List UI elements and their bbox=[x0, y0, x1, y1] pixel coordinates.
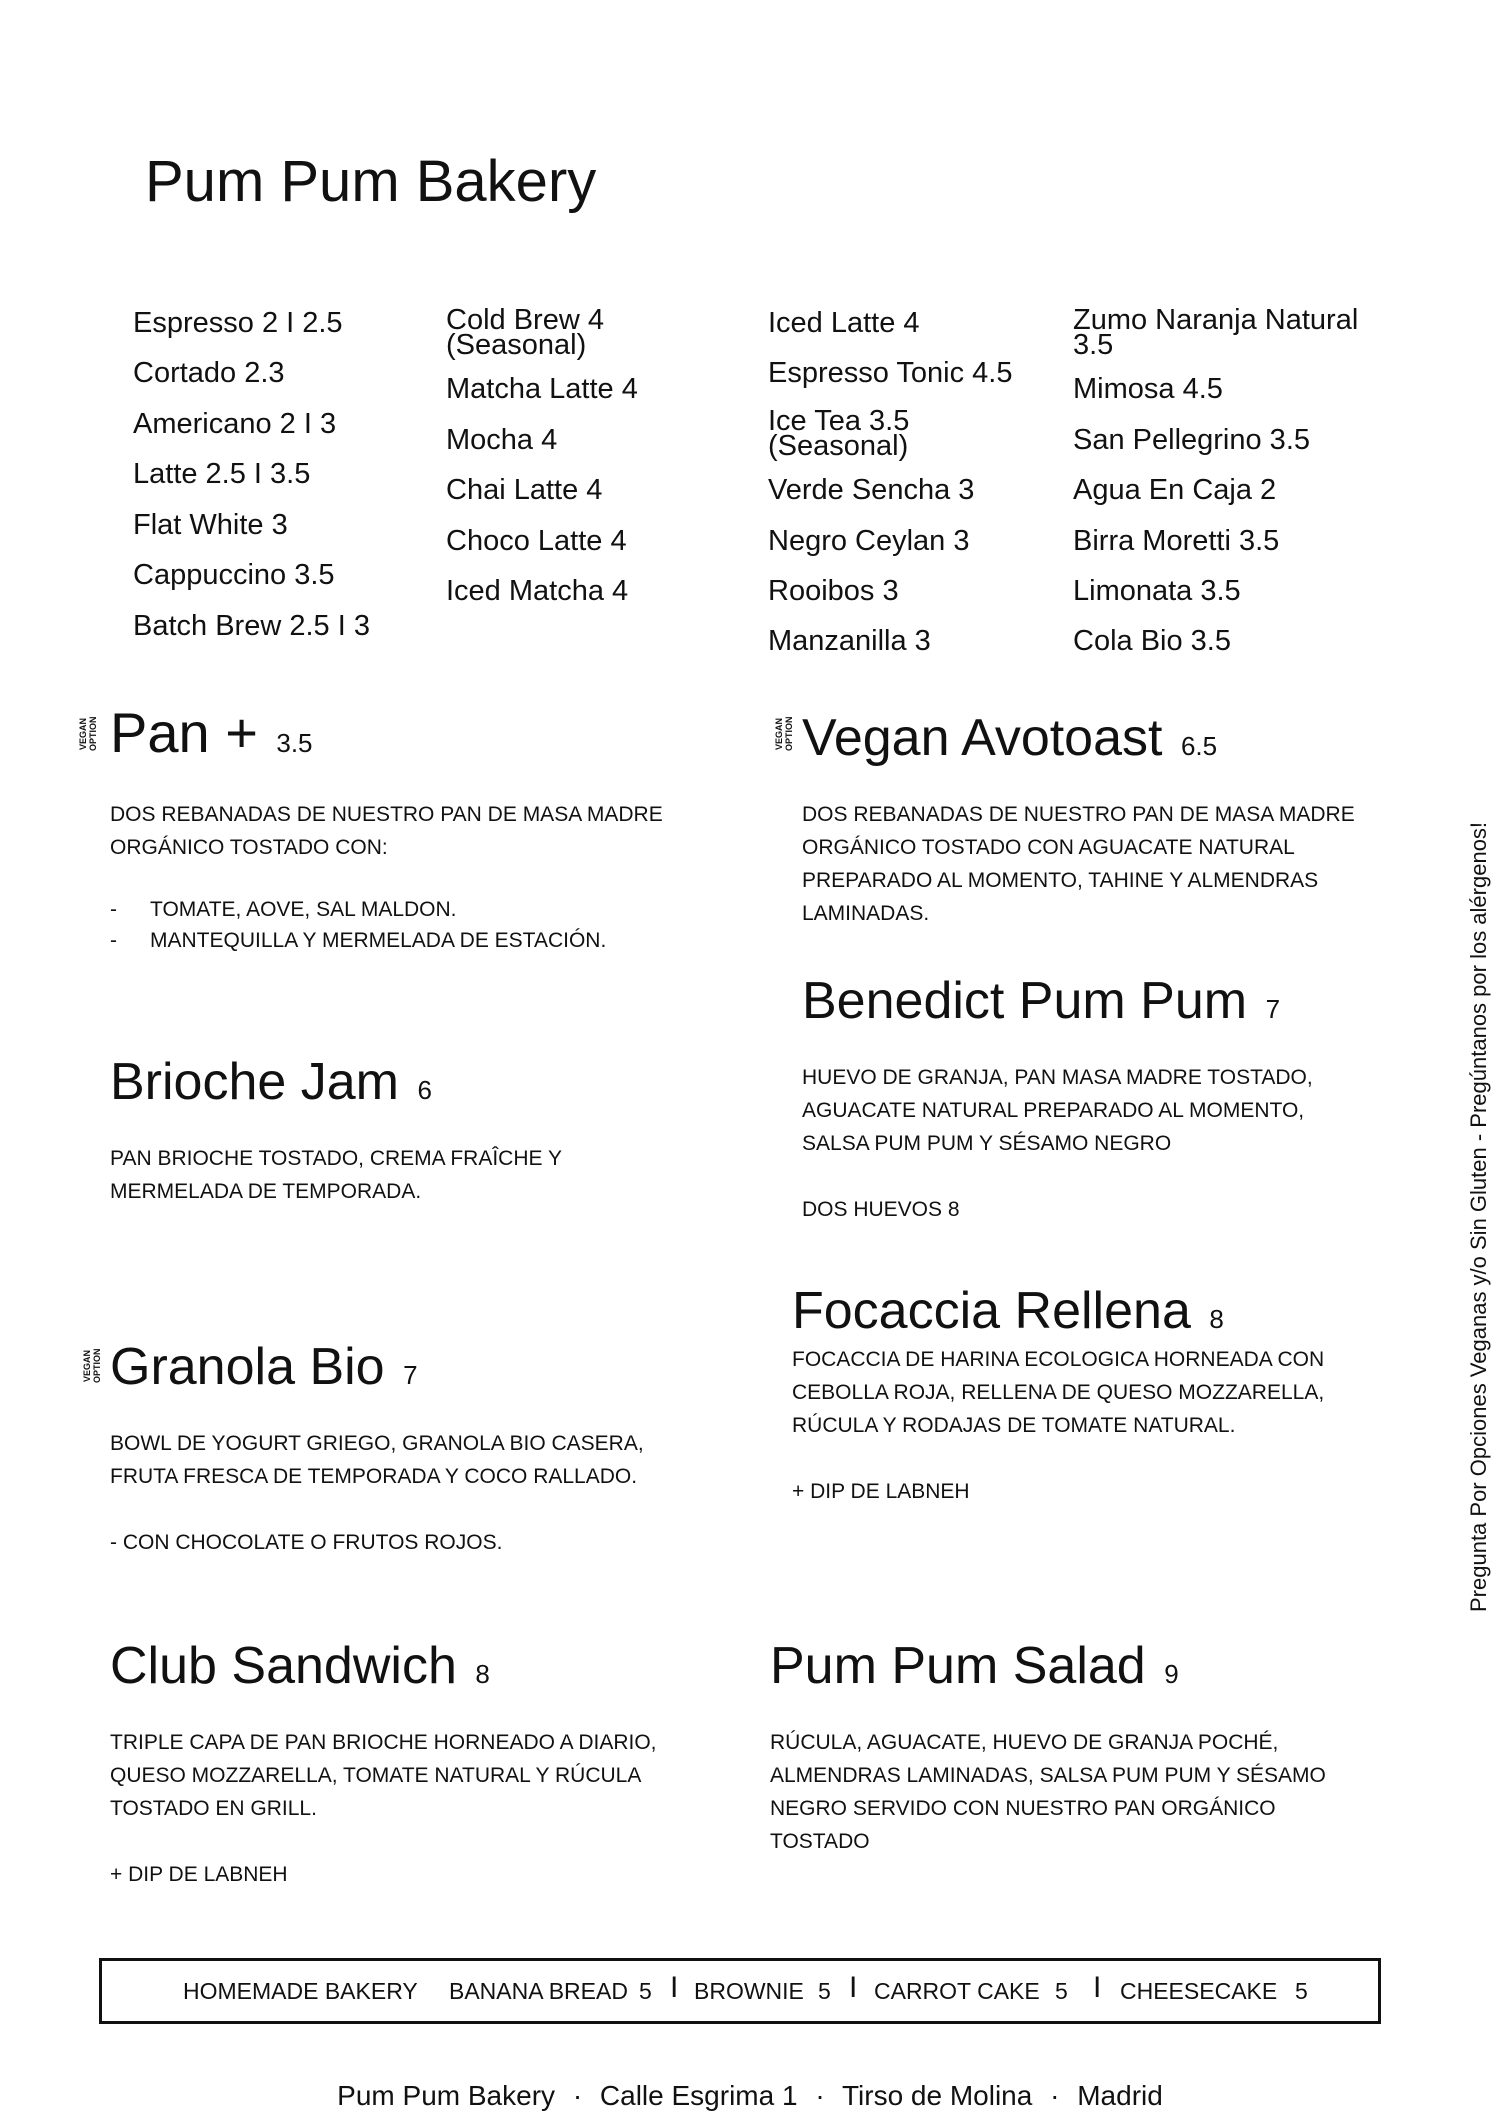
bullet-text: TOMATE, AOVE, SAL MALDON. bbox=[150, 898, 457, 921]
dish-price: 6.5 bbox=[1180, 731, 1218, 761]
dish-name: Pan + bbox=[110, 701, 258, 764]
drinks-column-tea bbox=[768, 308, 1048, 677]
footer-dot: · bbox=[815, 2080, 825, 2111]
dish-description bbox=[802, 1061, 1313, 1226]
bakery-label: HOMEMADE BAKERY bbox=[183, 1977, 418, 2004]
description-line: MERMELADA DE TEMPORADA. bbox=[110, 1180, 422, 1203]
drink-item: Espresso Tonic 4.5 bbox=[768, 357, 1013, 390]
drink-item: Cold Brew 4 (Seasonal) bbox=[446, 304, 604, 361]
bakery-item-name: BROWNIE bbox=[694, 1977, 804, 2004]
drink-item: Matcha Latte 4 bbox=[446, 373, 638, 406]
page-title: Pum Pum Bakery bbox=[145, 149, 597, 214]
drink-item: Negro Ceylan 3 bbox=[768, 524, 970, 557]
drink-item: Americano 2 I 3 bbox=[133, 407, 337, 440]
drink-item: Zumo Naranja Natural 3.5 bbox=[1073, 304, 1359, 361]
dish-name: Club Sandwich bbox=[110, 1637, 457, 1695]
dish-description bbox=[110, 1726, 657, 1891]
drink-item: Choco Latte 4 bbox=[446, 524, 627, 557]
drinks-column-cold bbox=[1073, 304, 1393, 677]
description-line: FRUTA FRESCA DE TEMPORADA Y COCO RALLADO. bbox=[110, 1465, 638, 1488]
footer-part: Pum Pum Bakery bbox=[337, 2080, 556, 2111]
homemade-bakery-box bbox=[99, 1958, 1381, 2024]
description-line: RÚCULA Y RODAJAS DE TOMATE NATURAL. bbox=[792, 1414, 1236, 1437]
bakery-item-price: 5 bbox=[1055, 1977, 1068, 2004]
dish-name: Granola Bio bbox=[110, 1338, 385, 1396]
dish-name: Pum Pum Salad bbox=[770, 1637, 1146, 1695]
dish-price: 8 bbox=[475, 1659, 490, 1689]
footer-address bbox=[0, 2080, 1500, 2112]
drink-item: Batch Brew 2.5 I 3 bbox=[133, 609, 370, 642]
description-line: RÚCULA, AGUACATE, HUEVO DE GRANJA POCHÉ, bbox=[770, 1731, 1279, 1754]
dish-pan bbox=[110, 701, 313, 764]
bakery-item-name: CARROT CAKE bbox=[874, 1977, 1040, 2004]
drink-item: Cappuccino 3.5 bbox=[133, 559, 335, 592]
drink-item: Manzanilla 3 bbox=[768, 625, 931, 658]
description-line: ALMENDRAS LAMINADAS, SALSA PUM PUM Y SÉSAMO bbox=[770, 1764, 1326, 1787]
dish-brioche bbox=[110, 1053, 432, 1111]
bakery-item-name: BANANA BREAD bbox=[449, 1977, 628, 2004]
dish-price: 9 bbox=[1164, 1659, 1179, 1689]
dish-name: Vegan Avotoast bbox=[802, 709, 1163, 767]
dish-name: Benedict Pum Pum bbox=[802, 972, 1248, 1030]
description-line: TRIPLE CAPA DE PAN BRIOCHE HORNEADO A DIARIO, bbox=[110, 1731, 657, 1754]
description-extra: DOS HUEVOS 8 bbox=[802, 1198, 960, 1221]
drink-item: Flat White 3 bbox=[133, 508, 288, 541]
description-line: PREPARADO AL MOMENTO, TAHINE Y ALMENDRAS bbox=[802, 869, 1319, 892]
dish-description bbox=[110, 1427, 644, 1559]
drink-item: Birra Moretti 3.5 bbox=[1073, 524, 1280, 557]
drink-item: Iced Matcha 4 bbox=[446, 575, 629, 608]
description-line: DOS REBANADAS DE NUESTRO PAN DE MASA MADRE bbox=[110, 803, 663, 826]
description-line: TOSTADO bbox=[770, 1830, 870, 1853]
drink-item: Verde Sencha 3 bbox=[768, 474, 975, 507]
description-line: FOCACCIA DE HARINA ECOLOGICA HORNEADA CON bbox=[792, 1348, 1325, 1371]
drink-item: Rooibos 3 bbox=[768, 575, 899, 608]
drink-item: Latte 2.5 I 3.5 bbox=[133, 458, 311, 491]
drink-item: Ice Tea 3.5 (Seasonal) bbox=[768, 404, 910, 462]
dish-description bbox=[802, 798, 1355, 930]
drink-item: Espresso 2 I 2.5 bbox=[133, 307, 343, 339]
description-line: QUESO MOZZARELLA, TOMATE NATURAL Y RÚCULA bbox=[110, 1764, 642, 1787]
description-extra: + DIP DE LABNEH bbox=[792, 1480, 970, 1503]
drink-item: Iced Latte 4 bbox=[768, 307, 920, 339]
dish-description bbox=[770, 1726, 1326, 1858]
dish-granola bbox=[110, 1338, 418, 1396]
description-line: LAMINADAS. bbox=[802, 902, 930, 925]
drinks-column-specialty bbox=[446, 304, 646, 626]
drink-item: Cola Bio 3.5 bbox=[1073, 625, 1231, 658]
vegan-option-badge: VEGAN OPTION bbox=[78, 716, 98, 752]
description-line: SALSA PUM PUM Y SÉSAMO NEGRO bbox=[802, 1132, 1172, 1155]
drink-item: San Pellegrino 3.5 bbox=[1073, 423, 1310, 456]
allergen-side-note: Pregunta Por Opciones Veganas y/o Sin Gluten - Pregúntanos por los alérgenos! bbox=[1466, 821, 1491, 1612]
dish-club-sandwich bbox=[110, 1637, 490, 1695]
bakery-item-price: 5 bbox=[1295, 1977, 1308, 2004]
description-line: DOS REBANADAS DE NUESTRO PAN DE MASA MADRE bbox=[802, 803, 1355, 826]
description-extra: - CON CHOCOLATE O FRUTOS ROJOS. bbox=[110, 1531, 503, 1554]
dish-price: 6 bbox=[417, 1075, 432, 1105]
description-line: CEBOLLA ROJA, RELLENA DE QUESO MOZZARELLA, bbox=[792, 1381, 1325, 1404]
dish-name: Focaccia Rellena bbox=[792, 1282, 1191, 1340]
dish-focaccia bbox=[792, 1282, 1224, 1340]
dish-avotoast bbox=[802, 709, 1218, 767]
dish-description bbox=[110, 798, 663, 956]
bullet-dash: - bbox=[110, 898, 117, 921]
bullet-dash: - bbox=[110, 929, 117, 952]
description-line: BOWL DE YOGURT GRIEGO, GRANOLA BIO CASERA, bbox=[110, 1432, 644, 1455]
drink-item: Cortado 2.3 bbox=[133, 357, 285, 390]
drink-item: Chai Latte 4 bbox=[446, 474, 603, 507]
drink-item: Limonata 3.5 bbox=[1073, 575, 1241, 608]
dish-price: 7 bbox=[1265, 994, 1281, 1024]
bakery-separator: I bbox=[1093, 1971, 1102, 2004]
bakery-separator: I bbox=[849, 1971, 858, 2004]
bullet-item bbox=[110, 894, 663, 925]
footer-dot: · bbox=[572, 2080, 583, 2111]
vegan-option-badge: VEGAN OPTION bbox=[82, 1348, 102, 1384]
description-line: ORGÁNICO TOSTADO CON: bbox=[110, 836, 388, 859]
description-line: AGUACATE NATURAL PREPARADO AL MOMENTO, bbox=[802, 1099, 1305, 1122]
footer-part: Tirso de Molina bbox=[841, 2080, 1033, 2111]
bakery-item-price: 5 bbox=[818, 1977, 831, 2004]
footer-part: Madrid bbox=[1077, 2080, 1163, 2111]
footer-part: Calle Esgrima 1 bbox=[599, 2080, 798, 2111]
drinks-column-coffee bbox=[133, 308, 370, 661]
description-line: TOSTADO EN GRILL. bbox=[110, 1797, 317, 1820]
drink-item: Mimosa 4.5 bbox=[1073, 373, 1223, 406]
bullet-item bbox=[110, 925, 663, 956]
dish-description bbox=[110, 1142, 562, 1208]
footer-dot: · bbox=[1050, 2080, 1060, 2111]
drink-item: Agua En Caja 2 bbox=[1073, 474, 1277, 507]
dish-name: Brioche Jam bbox=[110, 1053, 399, 1111]
dish-price: 8 bbox=[1209, 1304, 1224, 1334]
dish-price: 7 bbox=[403, 1360, 418, 1390]
dish-price: 3.5 bbox=[276, 728, 313, 758]
description-line: NEGRO SERVIDO CON NUESTRO PAN ORGÁNICO bbox=[770, 1797, 1276, 1820]
dish-description bbox=[792, 1343, 1324, 1508]
bakery-separator: I bbox=[670, 1971, 679, 2004]
bullet-text: MANTEQUILLA Y MERMELADA DE ESTACIÓN. bbox=[150, 929, 607, 952]
dish-salad bbox=[770, 1637, 1179, 1695]
bakery-item-name: CHEESECAKE bbox=[1120, 1977, 1278, 2004]
description-line: ORGÁNICO TOSTADO CON AGUACATE NATURAL bbox=[802, 836, 1295, 859]
description-line: PAN BRIOCHE TOSTADO, CREMA FRAÎCHE Y bbox=[110, 1147, 562, 1170]
description-extra: + DIP DE LABNEH bbox=[110, 1863, 288, 1886]
drink-item: Mocha 4 bbox=[446, 423, 558, 456]
bakery-item-price: 5 bbox=[639, 1977, 652, 2004]
dish-benedict bbox=[802, 972, 1281, 1030]
description-line: HUEVO DE GRANJA, PAN MASA MADRE TOSTADO, bbox=[802, 1066, 1313, 1089]
vegan-option-badge: VEGAN OPTION bbox=[774, 716, 794, 752]
